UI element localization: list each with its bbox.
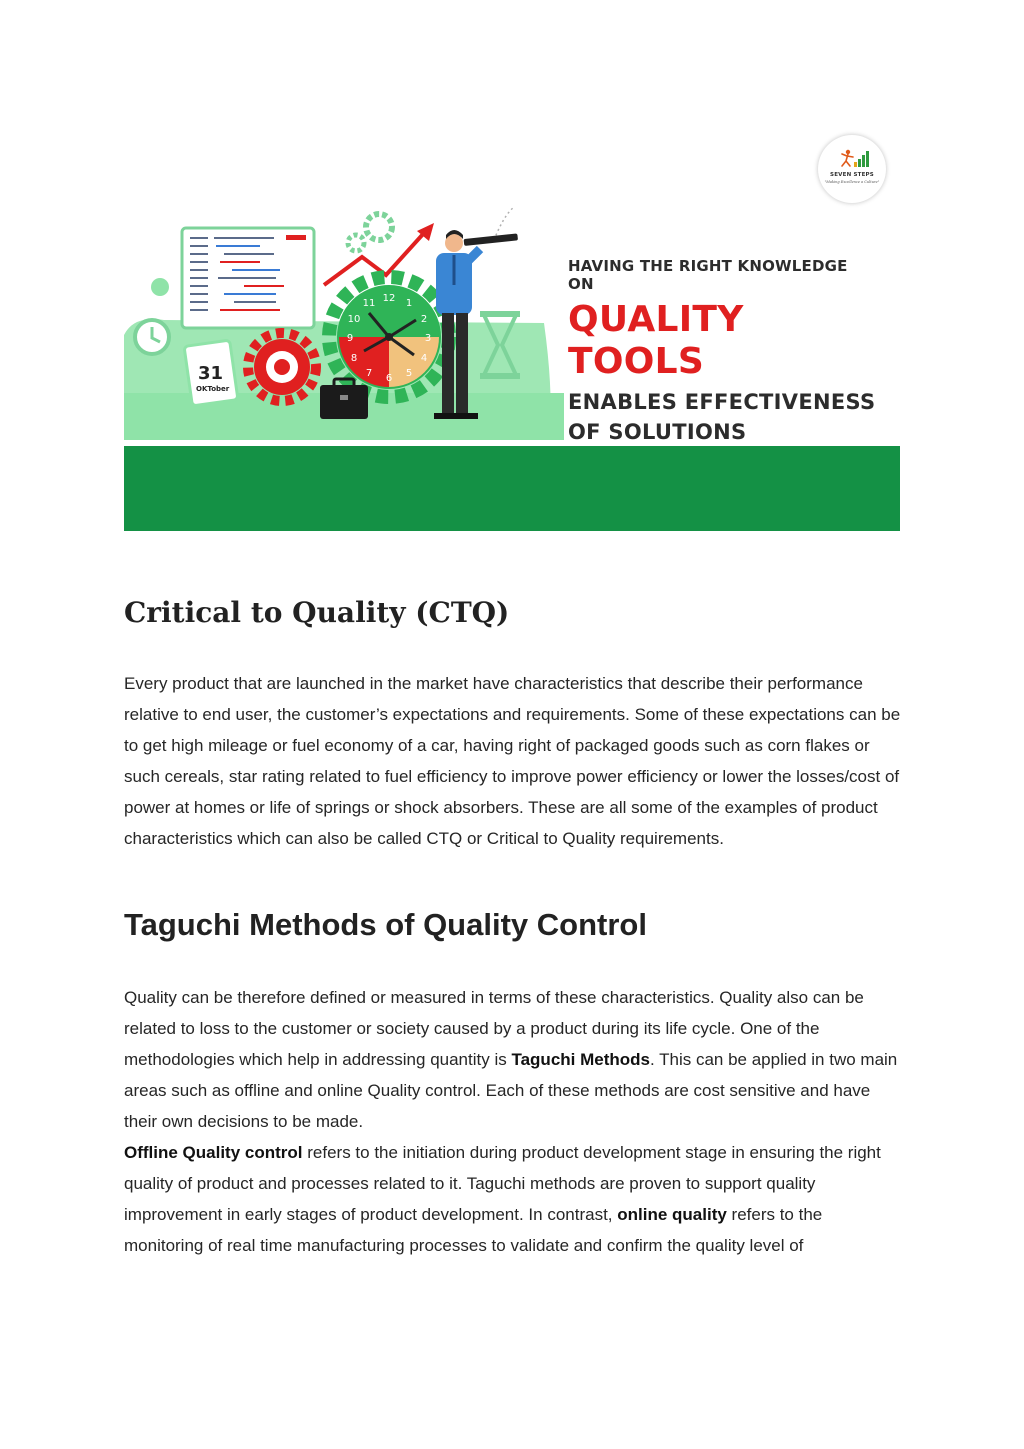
calendar-month: OKTober: [196, 385, 230, 393]
banner-line-3: ENABLES EFFECTIVENESS: [568, 390, 876, 414]
paragraph-taguchi-intro: [124, 982, 904, 1137]
paragraph-offline-online: [124, 1137, 904, 1261]
calendar-day: 31: [198, 363, 224, 384]
clock-number-11: 11: [362, 298, 376, 309]
quality-tools-illustration: [124, 195, 564, 446]
paragraph-text: . This can be applied in two main areas such as offline and online Quality control. Each of these methods are cost sensitive and have their own decisions to be made.: [124, 1050, 898, 1131]
clock-number-1: 1: [405, 298, 413, 309]
clock-number-7: 7: [365, 368, 373, 379]
paragraph-text: refers to the monitoring of real time manufacturing processes to validate and confirm the quality level of: [124, 1205, 823, 1255]
logo-graphic-icon: [818, 135, 886, 203]
clock-number-2: 2: [420, 314, 428, 325]
article-body: [124, 590, 904, 1261]
bold-taguchi-methods: Taguchi Methods: [511, 1050, 650, 1069]
seven-steps-logo: [818, 135, 886, 203]
clock-number-10: 10: [347, 314, 361, 325]
logo-tagline: "Making Excellence a Culture": [824, 180, 880, 184]
bold-online-quality: online quality: [617, 1205, 727, 1224]
paragraph-text: refers to the initiation during product development stage in ensuring the right quality of product and processes related to it. Taguchi methods are proven to support quality improvement in early stages of product development. In contrast,: [124, 1143, 881, 1224]
bold-offline-quality: Offline Quality control: [124, 1143, 303, 1162]
hero-banner: [124, 195, 900, 531]
clock-number-5: 5: [405, 368, 413, 379]
clock-number-6: 6: [385, 373, 393, 384]
clock-number-4: 4: [420, 353, 428, 364]
banner-line-1: HAVING THE RIGHT KNOWLEDGE ON: [568, 257, 848, 293]
logo-name: SEVEN STEPS: [830, 172, 874, 178]
banner-line-2: QUALITY TOOLS: [568, 299, 744, 382]
paragraph-text: Quality can be therefore defined or measured in terms of these characteristics. Quality also can be related to loss to the customer or society caused by a product during its life cycle. One of the methodologies which help in addressing quantity is: [124, 988, 864, 1069]
clock-number-12: 12: [382, 293, 396, 304]
green-band: [124, 446, 900, 531]
paragraph-ctq: Every product that are launched in the market have characteristics that describe their performance relative to end user, the customer’s expectations and requirements. Some of these expectations can be to get high mileage or fuel economy of a car, having right of packaged goods such as corn flakes or such cereals, star rating related to fuel efficiency to improve power efficiency or lower the losses/cost of power at homes or life of springs or shock absorbers. These are all some of the examples of product characteristics which can also be called CTQ or Critical to Quality requirements.: [124, 674, 901, 848]
clock-number-3: 3: [424, 333, 432, 344]
clock-number-9: 9: [346, 333, 354, 344]
banner-headline: [568, 257, 878, 477]
clock-number-8: 8: [350, 353, 358, 364]
heading-taguchi: Taguchi Methods of Quality Control: [124, 907, 647, 942]
heading-ctq: Critical to Quality (CTQ): [124, 596, 510, 629]
banner-line-4: OF SOLUTIONS: [568, 420, 747, 444]
